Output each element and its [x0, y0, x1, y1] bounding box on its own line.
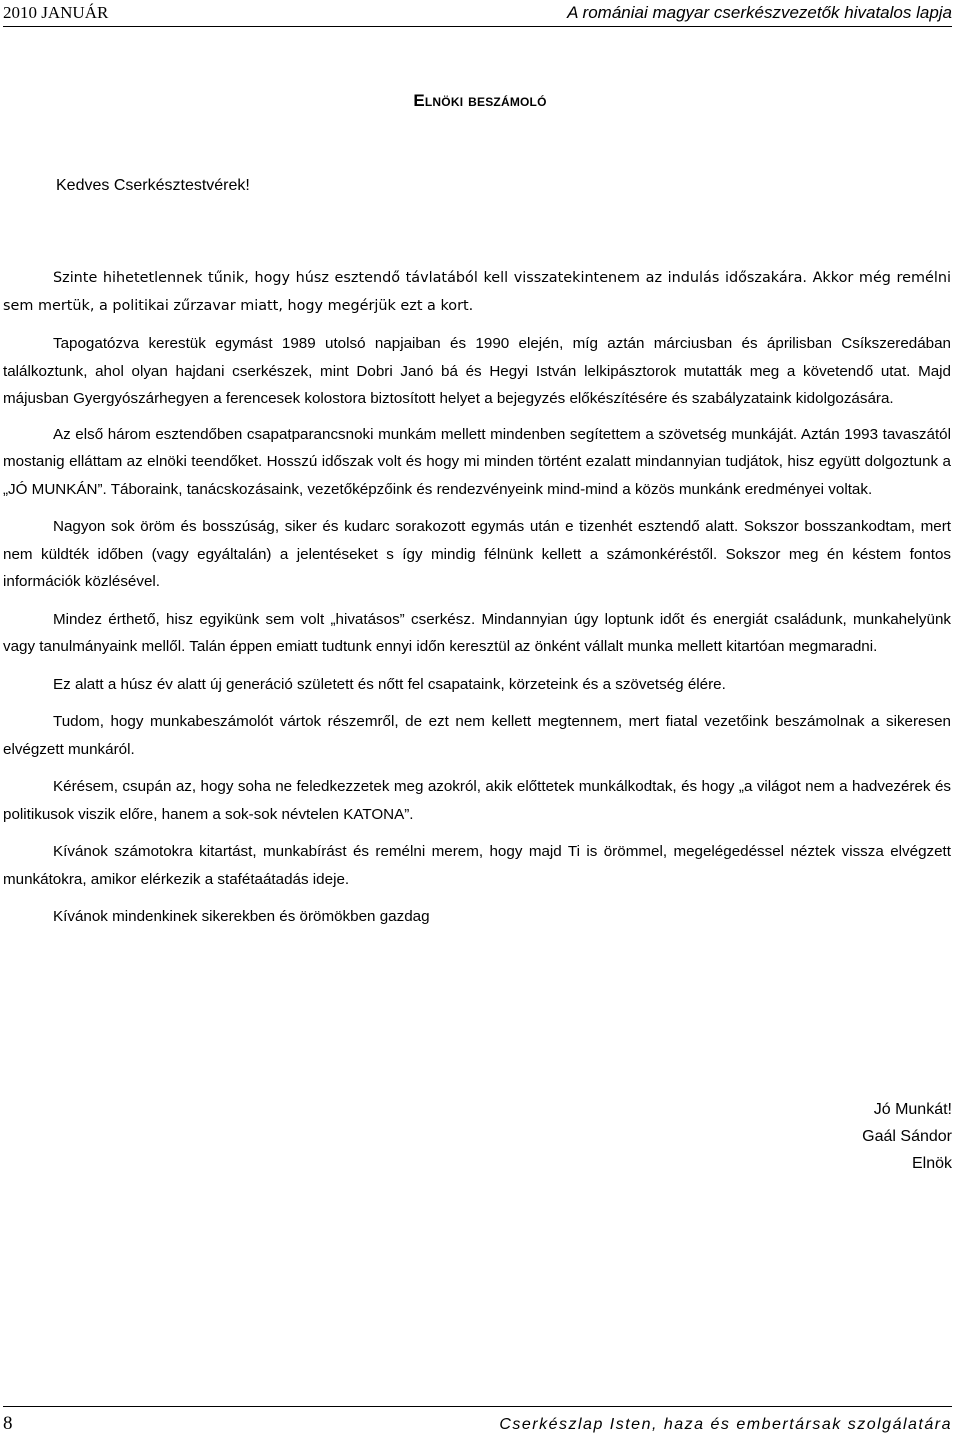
- signature-name: Gaál Sándor: [862, 1128, 952, 1145]
- signature-salute: Jó Munkát!: [873, 1101, 952, 1118]
- report-body: [3, 265, 951, 931]
- paragraph-first-years: Az első három esztendőben csapatparancsnoki munkám mellett mindenben segítettem a szövetség munkáját. Aztán 1993 tavaszától mostanig elláttam az elnöki teendőket. Hosszú időszak volt és hogy mi minden történt ezalatt mindannyian tudjátok, hisz együtt dolgoztunk a „JÓ MUNKÁN”. Táboraink, tanácskozásaink, vezetőképzőink és rendezvényeink mind-mind a közös munkánk eredményei voltak.: [3, 425, 951, 498]
- paragraph-request: Kérésem, csupán az, hogy soha ne feledkezzetek meg azokról, akik előttetek munkálkodtak, és hogy „a világot nem a hadvezérek és politikusok viszik előre, hanem a sok-sok névtelen KATONA”.: [3, 778, 951, 823]
- paragraph-volunteers: Mindez érthető, hisz egyikünk sem volt „hivatásos” cserkész. Mindannyian úgy loptunk időt és energiát családunk, munkahelyünk vagy tanulmányaink mellől. Talán éppen emiatt tudtunk ennyi időn keresztül az önként vállalt munka mellett kitartóan megmaradni.: [3, 610, 951, 655]
- paragraph-work-report: Tudom, hogy munkabeszámolót vártok részemről, de ezt nem kellett megtennem, mert fiatal vezetőink beszámolnak a sikeresen elvégzett munkáról.: [3, 713, 951, 758]
- issue-date: 2010 JANUÁR: [3, 3, 109, 22]
- signature-block: [862, 1096, 952, 1177]
- paragraph-beginnings: Tapogatózva kerestük egymást 1989 utolsó napjaiban és 1990 elején, míg aztán márciusban és áprilisban Csíkszeredában találkoztunk, ahol olyan hajdani cserkészek, mint Dobri Janó bá és Hegyi István lelkipásztorok mutatták meg a követendő utat. Majd májusban Gyergyószárhegyen a ferencesek kolostora biztosított helyet a bejegyzés előkészítésére és szabályzataink kidolgozására.: [3, 335, 951, 407]
- paragraph-closing: Kívánok mindenkinek sikerekben és örömökben gazdag: [53, 908, 430, 925]
- paragraph-intro: Szinte hihetetlennek tűnik, hogy húsz esztendő távlatából kell visszatekintenem az indulás időszakára. Akkor még remélni sem mertük, a politikai zűrzavar miatt, hogy megérjük ezt a kort.: [3, 270, 951, 314]
- page-title: Elnöki beszámoló: [413, 91, 547, 110]
- page-header: [3, 0, 952, 27]
- publication-tagline: A romániai magyar cserkészvezetők hivatalos lapja: [567, 3, 952, 22]
- greeting: Kedves Cserkésztestvérek!: [56, 177, 250, 194]
- footer-motto: Cserkészlap Isten, haza és embertársak szolgálatára: [499, 1416, 952, 1433]
- paragraph-wishes: Kívánok számotokra kitartást, munkabírást és remélni merem, hogy majd Ti is örömmel, megelégedéssel néztek vissza elvégzett munkátokra, amikor elérkezik a stafétaátadás ideje.: [3, 843, 951, 888]
- signature-role: Elnök: [911, 1155, 952, 1172]
- paragraph-new-generation: Ez alatt a húsz év alatt új generáció született és nőtt fel csapataink, körzeteink és a szövetség élére.: [53, 675, 726, 693]
- page-number: 8: [3, 1413, 13, 1434]
- page-footer: [3, 1406, 952, 1438]
- paragraph-joys-troubles: Nagyon sok öröm és bosszúság, siker és kudarc sorakozott egymás után e tizenhét esztendő alatt. Sokszor bosszankodtam, mert nem küldték időben (vagy egyáltalán) a jelentéseket s így mindig félnünk kellett a számonkéréstől. Sokszor meg én késtem fontos információk közlésével.: [3, 518, 951, 590]
